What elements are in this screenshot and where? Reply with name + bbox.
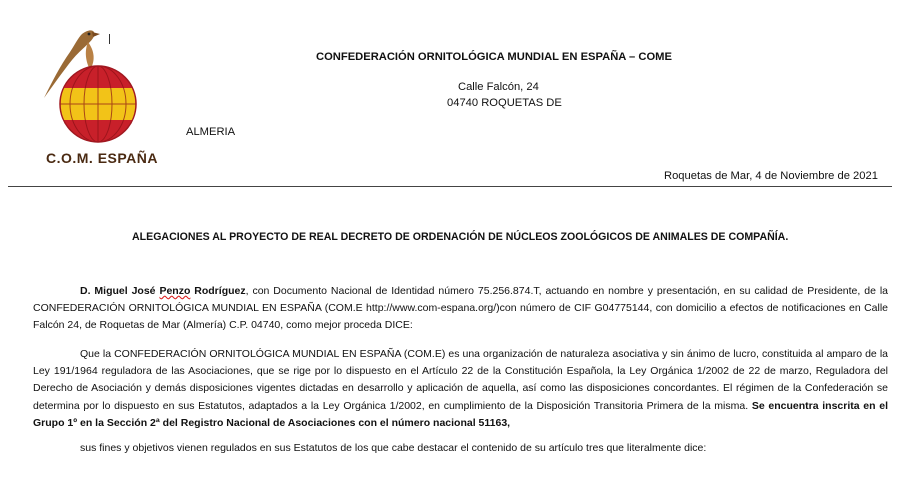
paragraph-statutes: sus fines y objetivos vienen regulados en sus Estatutos de los que cabe destacar el contenido de su artículo tres que literalmente dice: [80,442,707,454]
signatory-name-part: D. Miguel José [80,285,160,297]
registration-text: Se encuentra inscrita en el Grupo 1º en la Sección 2ª del Registro Nacional de Asociaciones con el número nacional 51163, [33,399,888,429]
header-divider [8,186,892,187]
introduction-text: , con Documento Nacional de Identidad número 75.256.874.T, actuando en nombre y presentación, en su calidad de Presidente, de la CONFEDERACIÓN ORNITOLÓGICA MUNDIAL EN ESPAÑA (COM.E http://www.com-espana.org/)con número de CIF G04775144, con domicilio a efectos de notificaciones en Calle Falcón 24, de Roquetas de Mar (Almería) C.P. 04740, como mejor proceda DICE: [33,285,888,332]
paragraph-organization [33,346,888,432]
organization-text: Que la CONFEDERACIÓN ORNITOLÓGICA MUNDIAL EN ESPAÑA (COM.E) es una organización de naturaleza asociativa y sin ánimo de lucro, constituida al amparo de la Ley 191/1964 reguladora de las Asociaciones, que se rige por lo dispuesto en el Artículo 22 de la Constitución Española, la Ley Orgánica 1/2002 de 22 de marzo, Reguladora del Derecho de Asociación y demás disposiciones vigentes dictadas en desarrollo y aplicación de aquella, así como las disposiciones concordantes. El régimen de la Confederación se determina por lo dispuesto en sus Estatutos, adaptados a la Ley Orgánica 1/2002, en cumplimiento de la Disposición Transitoria Primera de la misma. [33,348,888,412]
document-subject: ALEGACIONES AL PROYECTO DE REAL DECRETO DE ORDENACIÓN DE NÚCLEOS ZOOLÓGICOS DE ANIMALES DE COMPAÑÍA. [132,231,789,243]
signatory-name-part: Rodríguez [190,285,246,297]
logo-text: C.O.M. ESPAÑA [45,150,159,166]
address-street: Calle Falcón, 24 [458,81,539,93]
signatory-surname-underlined: Penzo [159,285,191,297]
header-tick-mark [109,34,110,44]
address-postal: 04740 ROQUETAS DE [447,97,562,109]
document-date: Roquetas de Mar, 4 de Noviembre de 2021 [664,170,878,182]
com-espana-logo [30,26,160,166]
paragraph-introduction [33,283,888,335]
organization-title: CONFEDERACIÓN ORNITOLÓGICA MUNDIAL EN ESPAÑA – COME [316,51,672,63]
canary-globe-icon [30,26,160,151]
address-region: ALMERIA [186,126,236,138]
